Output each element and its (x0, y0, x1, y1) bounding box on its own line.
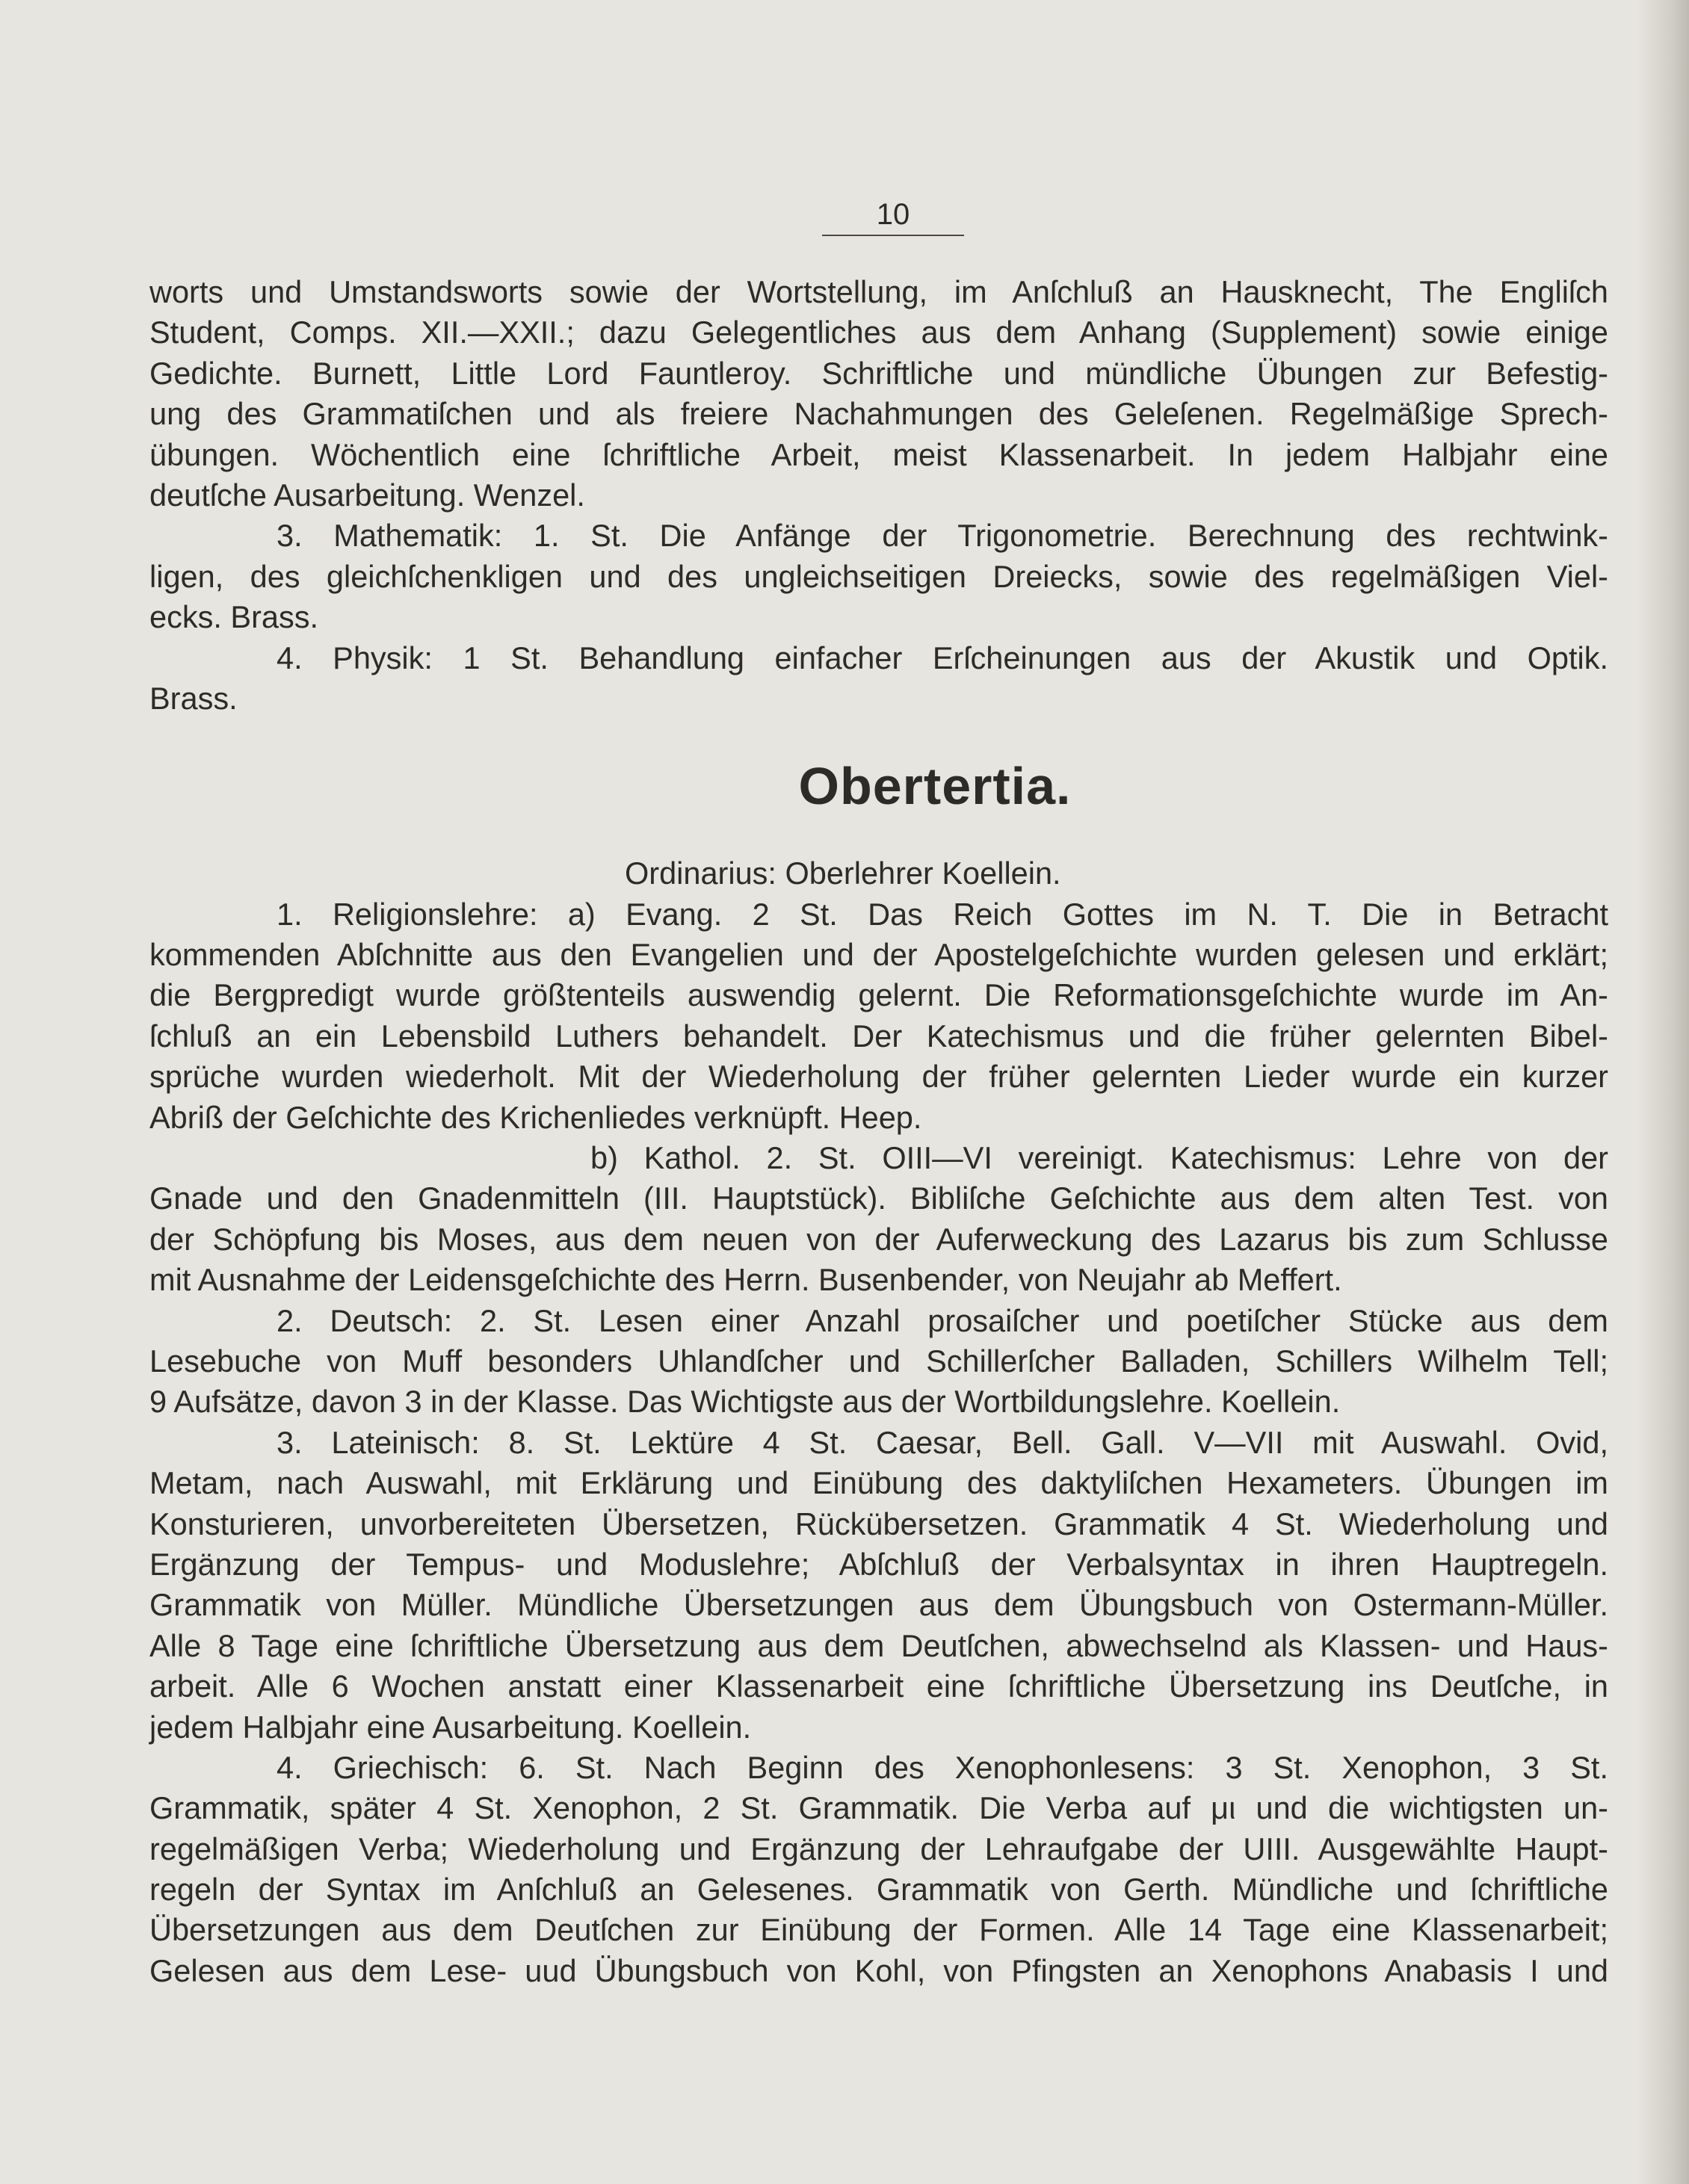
text-line: 2. Deutsch: 2. St. Lesen einer Anzahl prosaiſcher und poetiſcher Stücke aus dem (277, 1302, 1608, 1338)
text-line: 1. Religionslehre: a) Evang. 2 St. Das Reich Gottes im N. T. Die in Betracht (277, 896, 1608, 932)
page-edge-shadow (1637, 0, 1689, 2184)
text-line: 3. Mathematik: 1. St. Die Anfänge der Trigonometrie. Berechnung des rechtwink- (277, 518, 1608, 554)
text-line: kommenden Abſchnitte aus den Evangelien und der Apostelgeſchichte wurden gelesen und erklärt; (149, 937, 1608, 973)
text-line: Gnade und den Gnadenmitteln (III. Hauptstück). Bibliſche Geſchichte aus dem alten Test. von (149, 1181, 1608, 1216)
text-line: worts und Umstandsworts sowie der Wortstellung, im Anſchluß an Hausknecht, The Engliſch (149, 274, 1608, 309)
text-line: 4. Physik: 1 St. Behandlung einfacher Erſcheinungen aus der Akustik und Optik. (277, 640, 1608, 675)
text-line: regelmäßigen Verba; Wiederholung und Ergänzung der Lehraufgabe der UIII. Ausgewählte Haupt- (149, 1831, 1608, 1866)
text-line: 3. Lateinisch: 8. St. Lektüre 4 St. Caesar, Bell. Gall. V—VII mit Auswahl. Ovid, (277, 1424, 1608, 1460)
text-line: jedem Halbjahr eine Ausarbeitung. Koellein. (149, 1709, 752, 1745)
section-heading: Obertertia. (798, 757, 1072, 816)
text-line: Alle 8 Tage eine ſchriftliche Übersetzung aus dem Deutſchen, abwechselnd als Klassen- und Haus- (149, 1627, 1608, 1663)
text-line: Student, Comps. XII.—XXII.; dazu Gelegentliches aus dem Anhang (Supplement) sowie einige (149, 315, 1608, 350)
text-line: übungen. Wöchentlich eine ſchriftliche Arbeit, meist Klassenarbeit. In jedem Halbjahr eine (149, 436, 1608, 472)
text-line: b) Kathol. 2. St. OIII—VI vereinigt. Katechismus: Lehre von der (590, 1140, 1608, 1176)
text-line: die Bergpredigt wurde größtenteils auswendig gelernt. Die Reformationsgeſchichte wurde im An- (149, 977, 1608, 1013)
ordinarius-line: Ordinarius: Oberlehrer Koellein. (625, 856, 1061, 891)
text-line: Metam, nach Auswahl, mit Erklärung und Einübung des daktyliſchen Hexameters. Übungen im (149, 1465, 1608, 1501)
text-line: regeln der Syntax im Anſchluß an Gelesenes. Grammatik von Gerth. Mündliche und ſchriftliche (149, 1872, 1608, 1908)
text-line: 9 Aufsätze, davon 3 in der Klasse. Das Wichtigste aus der Wortbildungslehre. Koellein. (149, 1384, 1341, 1420)
text-line: ſchluß an ein Lebensbild Luthers behandelt. Der Katechismus und die früher gelernten Bibel- (149, 1018, 1608, 1054)
text-line: Gelesen aus dem Lese- uud Übungsbuch von Kohl, von Pfingsten an Xenophons Anabasis I und (149, 1952, 1608, 1988)
text-line: arbeit. Alle 6 Wochen anstatt einer Klassenarbeit eine ſchriftliche Übersetzung ins Deutſche, in (149, 1668, 1608, 1704)
text-line: Grammatik von Müller. Mündliche Übersetzungen aus dem Übungsbuch von Ostermann-Müller. (149, 1587, 1608, 1623)
text-line: ecks. Brass. (149, 599, 319, 635)
text-line: Übersetzungen aus dem Deutſchen zur Einübung der Formen. Alle 14 Tage eine Klassenarbeit; (149, 1912, 1608, 1948)
text-line: mit Ausnahme der Leidensgeſchichte des Herrn. Busenbender, von Neujahr ab Meffert. (149, 1262, 1342, 1298)
text-line: Brass. (149, 680, 238, 716)
text-line: Konsturieren, unvorbereiteten Übersetzen, Rückübersetzen. Grammatik 4 St. Wiederholung und (149, 1506, 1608, 1541)
text-line: ligen, des gleichſchenkligen und des ungleichseitigen Dreiecks, sowie des regelmäßigen Viel- (149, 558, 1608, 594)
text-line: ung des Grammatiſchen und als freiere Nachahmungen des Geleſenen. Regelmäßige Sprech- (149, 396, 1608, 432)
text-line: 4. Griechisch: 6. St. Nach Beginn des Xenophonlesens: 3 St. Xenophon, 3 St. (277, 1749, 1608, 1785)
text-line: der Schöpfung bis Moses, aus dem neuen von der Auferweckung des Lazarus bis zum Schlusse (149, 1221, 1608, 1257)
text-line: deutſche Ausarbeitung. Wenzel. (149, 477, 585, 513)
text-line: Lesebuche von Muff besonders Uhlandſcher und Schillerſcher Balladen, Schillers Wilhelm Tell; (149, 1343, 1608, 1379)
text-line: Gedichte. Burnett, Little Lord Fauntleroy. Schriftliche und mündliche Übungen zur Befestig- (149, 355, 1608, 391)
text-line: Grammatik, später 4 St. Xenophon, 2 St. Grammatik. Die Verba auf μι und die wichtigsten un- (149, 1790, 1608, 1826)
text-line: sprüche wurden wiederholt. Mit der Wiederholung der früher gelernten Lieder wurde ein kurzer (149, 1059, 1608, 1095)
body-text (149, 272, 1608, 1991)
page-number: 10 (822, 196, 964, 236)
text-line: Abriß der Geſchichte des Krichenliedes verknüpft. Heep. (149, 1099, 922, 1135)
text-line: Ergänzung der Tempus- und Moduslehre; Abſchluß der Verbalsyntax in ihren Hauptregeln. (149, 1546, 1608, 1582)
